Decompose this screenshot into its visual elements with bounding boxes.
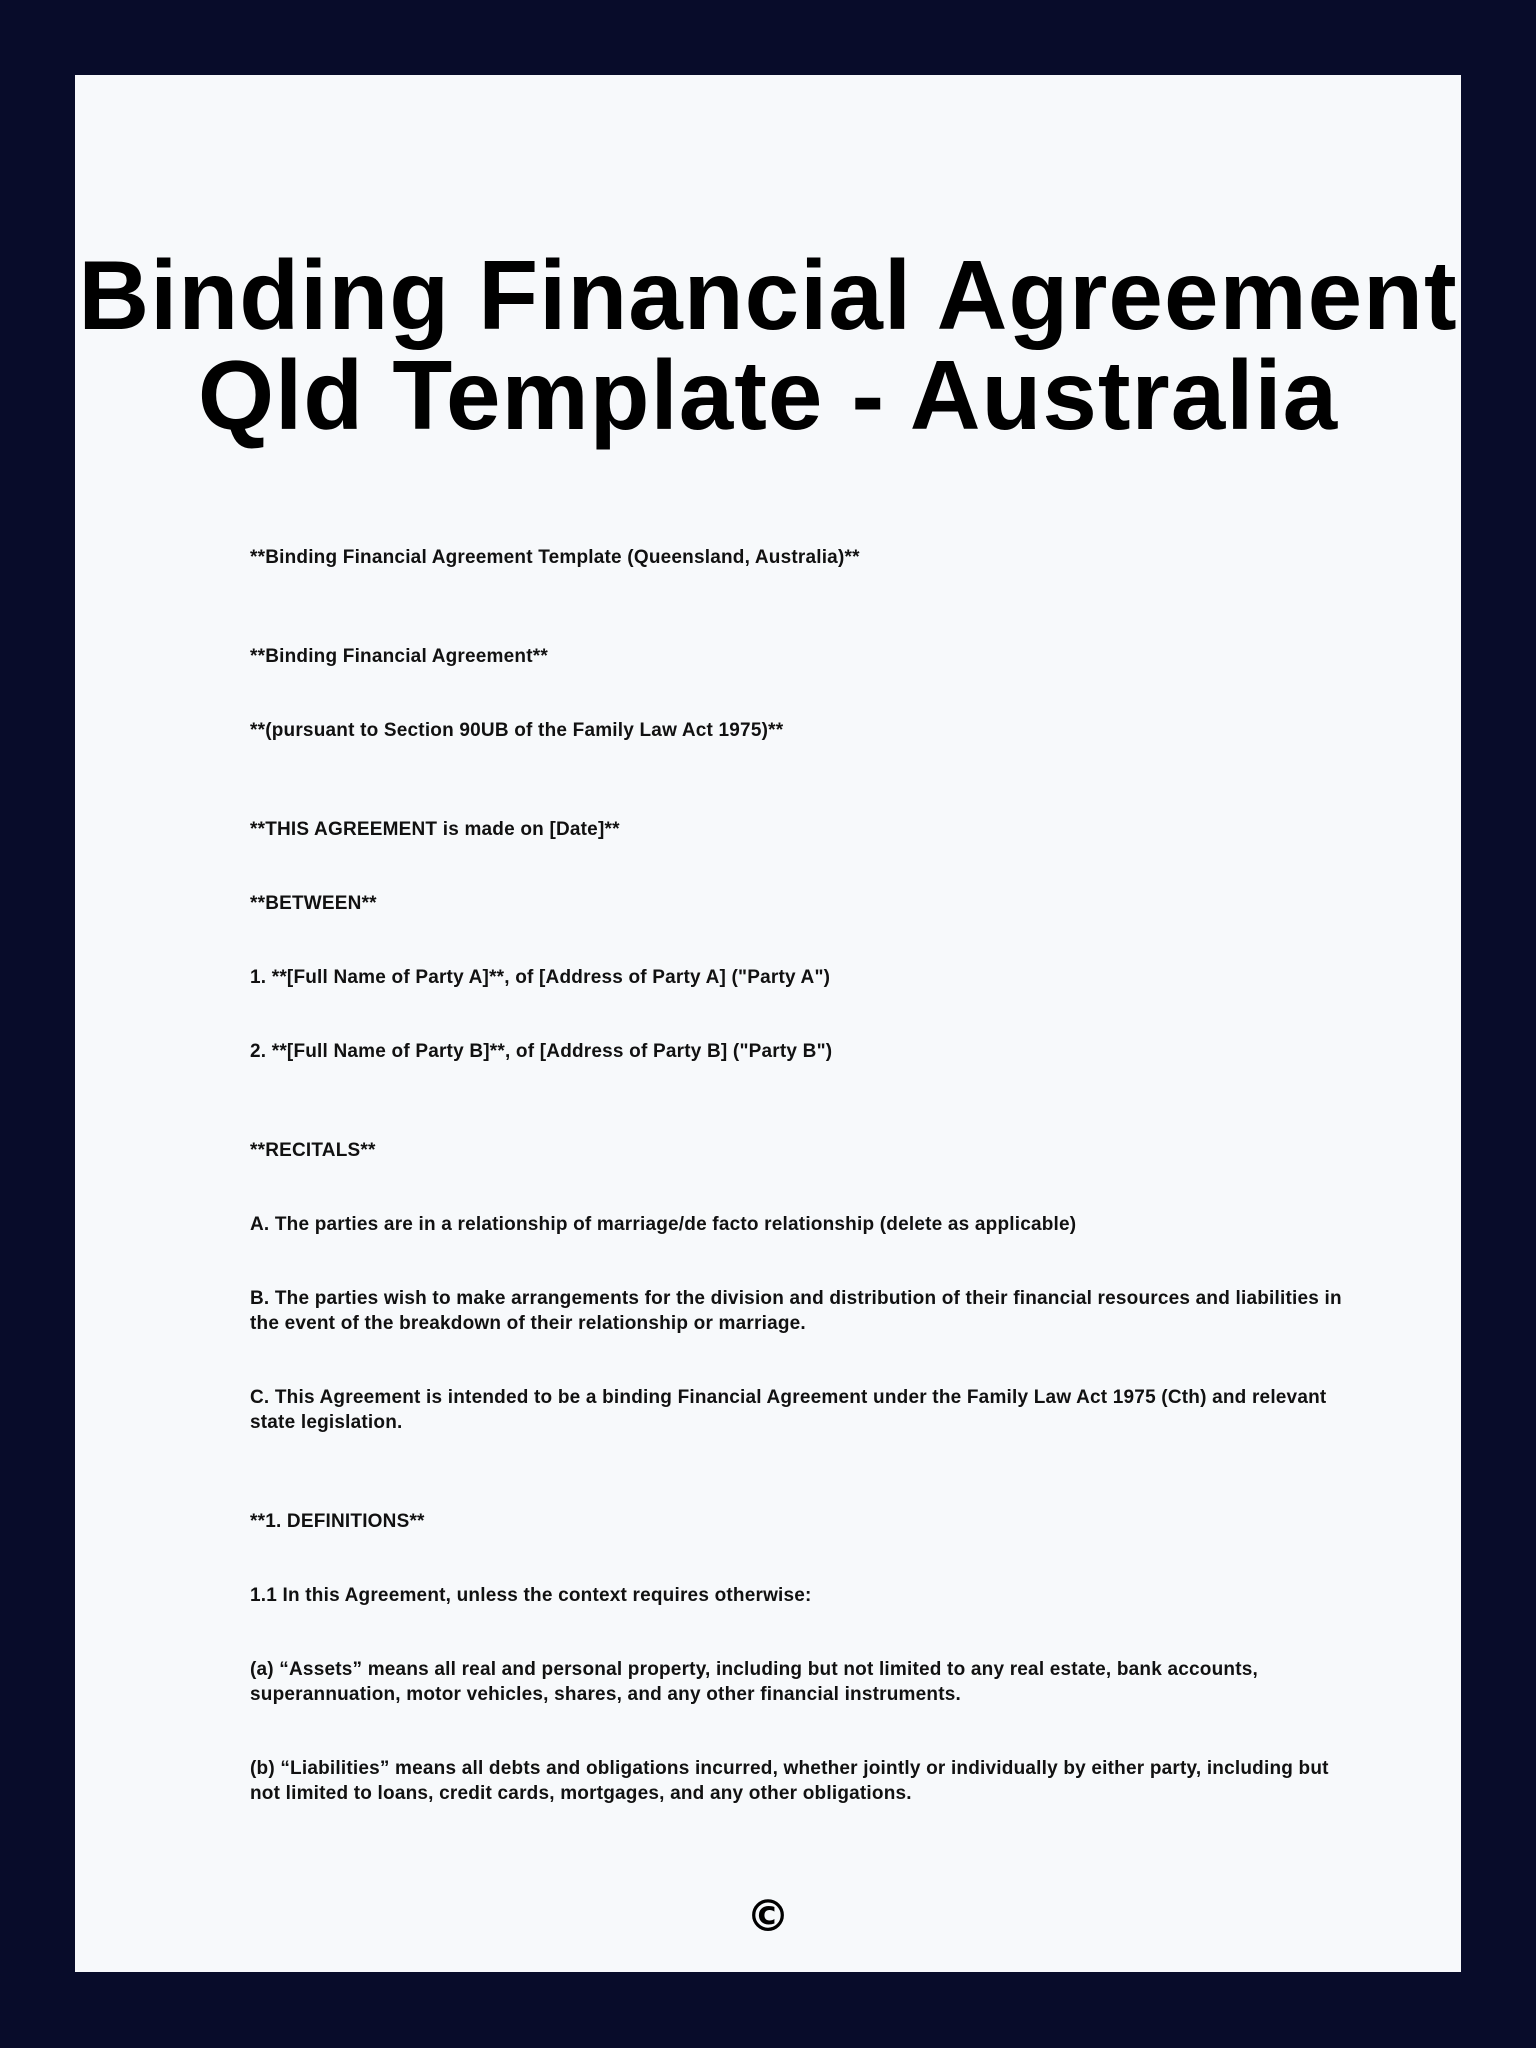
party-a-line: 1. **[Full Name of Party A]**, of [Address of Party A] ("Party A") — [250, 967, 831, 988]
recital-a: A. The parties are in a relationship of marriage/de facto relationship (delete as applicable) — [250, 1214, 1077, 1235]
agreement-date-line: **THIS AGREEMENT is made on [Date]** — [250, 819, 620, 840]
title-line-2: Qld Template - Australia — [197, 340, 1339, 450]
document-page — [75, 75, 1461, 1972]
definitions-heading: **1. DEFINITIONS** — [250, 1511, 425, 1532]
title-line-1: Binding Financial Agreement — [78, 240, 1458, 350]
recitals-heading: **RECITALS** — [250, 1140, 376, 1161]
definitions-intro: 1.1 In this Agreement, unless the context requires otherwise: — [250, 1585, 812, 1606]
copyright-icon: © — [746, 1891, 790, 1942]
recital-b: B. The parties wish to make arrangements for the division and distribution of their financial resources and liabilities in the event of the breakdown of their relationship or marriage. — [250, 1288, 1342, 1334]
template-heading: **Binding Financial Agreement Template (Queensland, Australia)** — [250, 547, 860, 568]
party-b-line: 2. **[Full Name of Party B]**, of [Address of Party B] ("Party B") — [250, 1041, 833, 1062]
agreement-heading: **Binding Financial Agreement** — [250, 646, 548, 667]
definition-liabilities: (b) “Liabilities” means all debts and obligations incurred, whether jointly or individually by either party, including but not limited to loans, credit cards, mortgages, and any other obligations. — [250, 1758, 1329, 1804]
between-heading: **BETWEEN** — [250, 893, 377, 914]
document-body — [250, 545, 1350, 1855]
pursuant-line: **(pursuant to Section 90UB of the Family Law Act 1975)** — [250, 720, 784, 741]
document-title — [75, 240, 1461, 450]
recital-c: C. This Agreement is intended to be a binding Financial Agreement under the Family Law Act 1975 (Cth) and relevant state legislation. — [250, 1387, 1327, 1433]
definition-assets: (a) “Assets” means all real and personal property, including but not limited to any real estate, bank accounts, superannuation, motor vehicles, shares, and any other financial instruments. — [250, 1659, 1258, 1705]
